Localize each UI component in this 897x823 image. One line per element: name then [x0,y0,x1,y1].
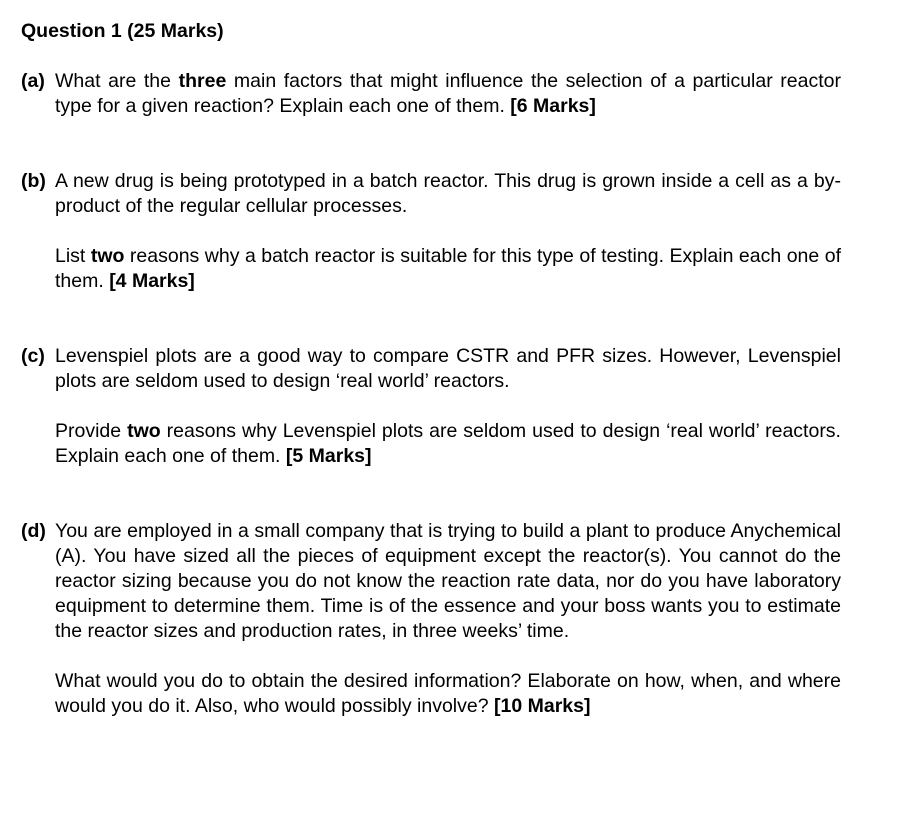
part-b-label: (b) [21,170,46,192]
part-c-text: Levenspiel plots are a good way to compare CSTR and PFR sizes. However, Levenspiel plots are seldom used to design ‘real world’ reactors. [55,345,841,392]
part-a [21,69,841,119]
part-c-paragraph-1 [55,344,841,394]
part-b-text: A new drug is being prototyped in a batch reactor. This drug is grown inside a cell as a by-product of the regular cellular processes. [55,170,841,217]
part-d-paragraph-2 [55,669,841,719]
part-c-text-2: Provide [55,420,128,442]
question-title: Question 1 (25 Marks) [21,20,224,42]
part-d-marks: [10 Marks] [494,695,591,717]
part-b-paragraph-1 [55,169,841,219]
part-a-marks: [6 Marks] [510,95,596,117]
part-d-paragraph-1 [55,519,841,644]
part-a-emphasis: three [178,70,227,92]
part-a-label: (a) [21,70,45,92]
part-d-text: You are employed in a small company that is trying to build a plant to produce Anychemical (A). You have sized all the pieces of equipment except the reactor(s). You cannot do the reactor sizing because you do not know the reaction rate data, nor do you have laboratory equipment to determine them. Time is of the essence and your boss wants you to estimate the reactor sizes and production rates, in three weeks’ time. [55,520,841,642]
part-a-text: What are the [55,70,179,92]
part-d-text-2: What would you do to obtain the desired information? Elaborate on how, when, and where would you do it. Also, who would possibly involve? [55,670,841,717]
part-d [21,519,841,719]
part-b-marks: [4 Marks] [109,270,195,292]
part-d-label: (d) [21,520,46,542]
part-c-emphasis: two [127,420,161,442]
part-b [21,169,841,294]
part-c-marks: [5 Marks] [285,445,372,467]
part-b-text-2-cont: reasons why a batch reactor is suitable for this type of testing. Explain each one of them. [55,245,841,292]
part-b-paragraph-2 [55,244,841,294]
part-b-text-2: List [55,245,91,267]
part-a-paragraph-1 [55,69,841,119]
part-c [21,344,841,469]
part-c-label: (c) [21,345,45,367]
part-a-text-cont: main factors that might influence the selection of a particular reactor type for a given reaction? Explain each one of them. [55,70,841,117]
part-b-emphasis: two [90,245,125,267]
part-c-paragraph-2 [55,419,841,469]
part-c-text-2-cont: reasons why Levenspiel plots are seldom used to design ‘real world’ reactors. Explain each one of them. [55,420,841,467]
